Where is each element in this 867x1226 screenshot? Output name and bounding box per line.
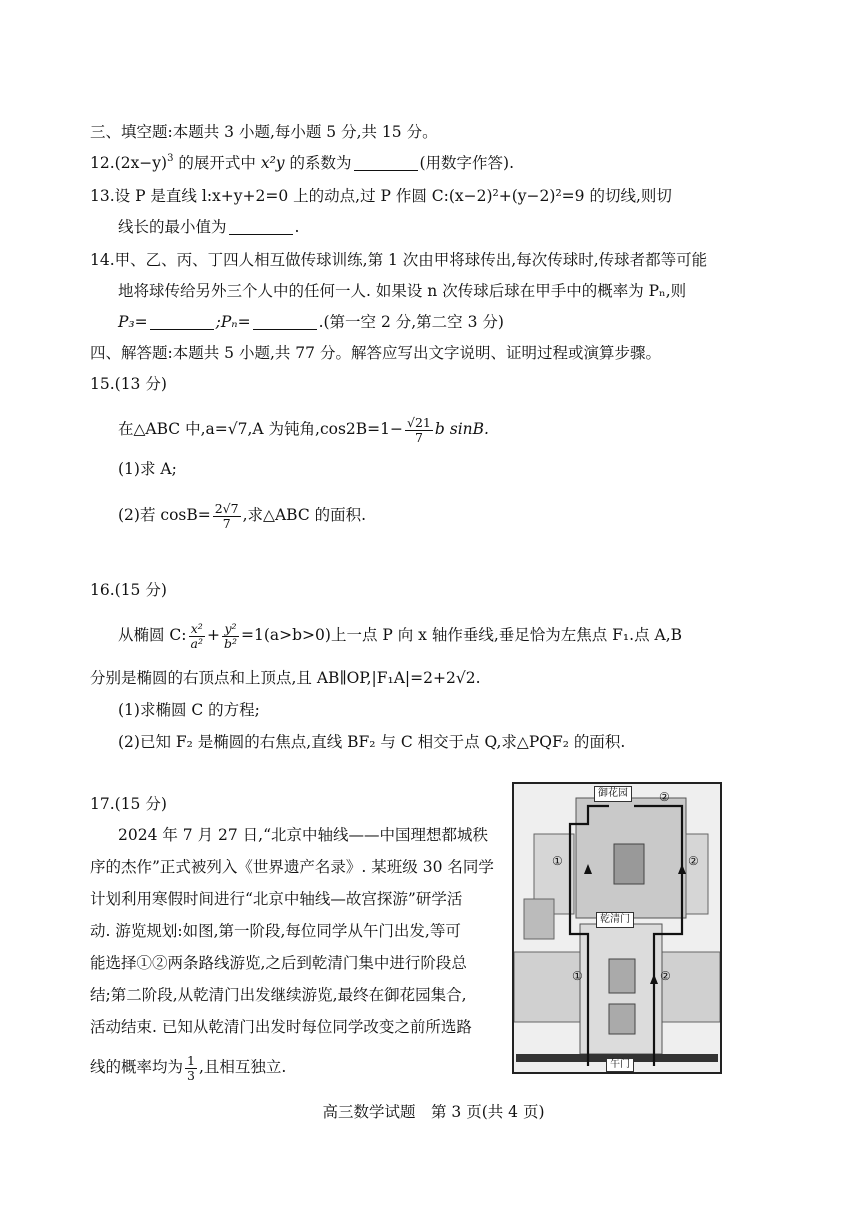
q12-mid: 的展开式中 xyxy=(173,154,261,172)
q12 xyxy=(90,151,514,175)
east-block xyxy=(686,834,708,914)
q16-head: 16.(15 分) xyxy=(90,581,167,599)
q17-last-a: 线的概率均为 xyxy=(90,1058,184,1076)
q16-stem-a: 从椭圆 C: xyxy=(118,626,187,644)
route-1-marker-top: ① xyxy=(552,854,563,868)
q14-line2: 地将球传给另外三个人中的任何一人. 如果设 n 次传球后球在甲手中的概率为 Pₙ,则 xyxy=(118,282,687,300)
west-wing xyxy=(514,952,584,1022)
q15-frac-den: 7 xyxy=(414,429,423,445)
q17-frac-den: 3 xyxy=(187,1067,195,1083)
q13-line2-pre: 线长的最小值为 xyxy=(118,218,227,236)
route-2-marker-top: ② xyxy=(659,790,670,804)
q13-line2 xyxy=(118,215,299,239)
q16-part2: (2)已知 F₂ 是椭圆的右焦点,直线 BF₂ 与 C 相交于点 Q,求△PQF₂ 的面积. xyxy=(118,733,626,751)
q17-last-b: ,且相互独立. xyxy=(198,1058,287,1076)
route-1-marker-bottom: ① xyxy=(572,969,583,983)
q15-part1: (1)求 A; xyxy=(118,460,177,478)
section4-heading: 四、解答题:本题共 5 小题,共 77 分。解答应写出文字说明、证明过程或演算步骤。 xyxy=(90,344,661,362)
q16-frac-y-num: y² xyxy=(222,622,239,637)
q14-answer-blank-2[interactable] xyxy=(253,313,317,330)
q15-part2-num: 2√7 xyxy=(214,500,239,516)
q17-line: 计划利用寒假时间进行“北京中轴线—故宫探游”研学活 xyxy=(90,890,463,908)
q14-line1: 14.甲、乙、丙、丁四人相互做传球训练,第 1 次由甲将球传出,每次传球时,传球者都等可能 xyxy=(90,251,708,269)
q17-line: 活动结束. 已知从乾清门出发时每位同学改变之前所选路 xyxy=(90,1018,472,1036)
q15-fraction xyxy=(405,416,433,445)
q17-fraction xyxy=(185,1054,197,1083)
q16-frac-y-den: b² xyxy=(223,635,237,651)
section3-heading: 三、填空题:本题共 3 小题,每小题 5 分,共 15 分。 xyxy=(90,123,438,141)
q14-pn-label: ;Pₙ= xyxy=(215,313,251,331)
east-wing xyxy=(662,952,720,1022)
route-2-marker-mid: ② xyxy=(688,854,699,868)
q17-line: 动. 游览规划:如图,第一阶段,每位同学从午门出发,等可 xyxy=(90,922,461,940)
west-tower xyxy=(524,899,554,939)
q13-line1: 13.设 P 是直线 l:x+y+2=0 上的动点,过 P 作圆 C:(x−2)²+(y−2)²=9 的切线,则切 xyxy=(90,187,672,205)
q12-answer-blank[interactable] xyxy=(354,154,418,171)
q16-stem-b: =1(a>b>0)上一点 P 向 x 轴作垂线,垂足恰为左焦点 F₁.点 A,B xyxy=(241,626,683,644)
map-drawing xyxy=(514,784,720,1072)
hall-2 xyxy=(609,1004,635,1034)
q16-frac-x-den: a² xyxy=(190,635,203,651)
q16-line2: 分别是椭圆的右顶点和上顶点,且 AB∥OP,|F₁A|=2+2√2. xyxy=(90,669,481,687)
palace-hall xyxy=(614,844,644,884)
q15-frac-num: √21 xyxy=(407,414,431,430)
q17-frac-num: 1 xyxy=(187,1052,195,1068)
q17-line: 能选择①②两条路线游览,之后到乾清门集中进行阶段总 xyxy=(90,954,467,972)
q17-line: 序的杰作”正式被列入《世界遗产名录》. 某班级 30 名同学 xyxy=(90,858,494,876)
q12-post: 的系数为 xyxy=(284,154,352,172)
yuhuayuan-label: 御花园 xyxy=(594,786,632,802)
q12-num: 12. xyxy=(90,154,115,172)
q17-line: 结;第二阶段,从乾清门出发继续游览,最终在御花园集合, xyxy=(90,986,467,1004)
q13-answer-blank[interactable] xyxy=(229,218,293,235)
q12-pre: (2x−y) xyxy=(114,154,168,172)
q15-part2-den: 7 xyxy=(222,515,231,531)
q15-part2-fraction xyxy=(213,502,241,531)
q16-frac-x xyxy=(189,622,205,651)
q16-frac-x-num: x² xyxy=(189,622,205,637)
q17-line: 2024 年 7 月 27 日,“北京中轴线——中国理想都城秩 xyxy=(118,826,489,844)
wumen-label: 午门 xyxy=(606,1058,634,1072)
q12-tail: (用数字作答). xyxy=(419,154,515,172)
q12-term: x²y xyxy=(260,154,285,172)
qianqingmen-label: 乾清门 xyxy=(596,912,634,928)
q14-line3 xyxy=(118,310,504,334)
q15-stem-a: 在△ABC 中,a=√7,A 为钝角,cos2B=1− xyxy=(118,420,404,438)
q14-answer-blank-1[interactable] xyxy=(150,313,214,330)
q14-scoring-note: .(第一空 2 分,第二空 3 分) xyxy=(318,313,504,331)
q13-line2-post: . xyxy=(294,218,300,236)
q17-last-line xyxy=(90,1050,286,1084)
q12-exp: 3 xyxy=(167,153,174,164)
hall-1 xyxy=(609,959,635,993)
q15-part2-b: ,求△ABC 的面积. xyxy=(242,506,367,524)
forbidden-city-route-map xyxy=(512,782,722,1074)
q16-stem xyxy=(118,618,682,652)
q15-part2-a: (2)若 cosB= xyxy=(118,506,211,524)
q15-head: 15.(13 分) xyxy=(90,375,167,393)
q16-part1: (1)求椭圆 C 的方程; xyxy=(118,701,260,719)
q14-p3-label: P₃= xyxy=(118,313,148,331)
q15-stem xyxy=(118,412,489,446)
q16-frac-y xyxy=(222,622,239,651)
page-footer: 高三数学试题 第 3 页(共 4 页) xyxy=(322,1103,545,1121)
q16-plus: + xyxy=(206,626,220,644)
q15-stem-b: b sinB. xyxy=(434,420,489,438)
route-2-marker-bottom: ② xyxy=(660,969,671,983)
q15-part2 xyxy=(118,498,366,532)
q17-head: 17.(15 分) xyxy=(90,795,167,813)
